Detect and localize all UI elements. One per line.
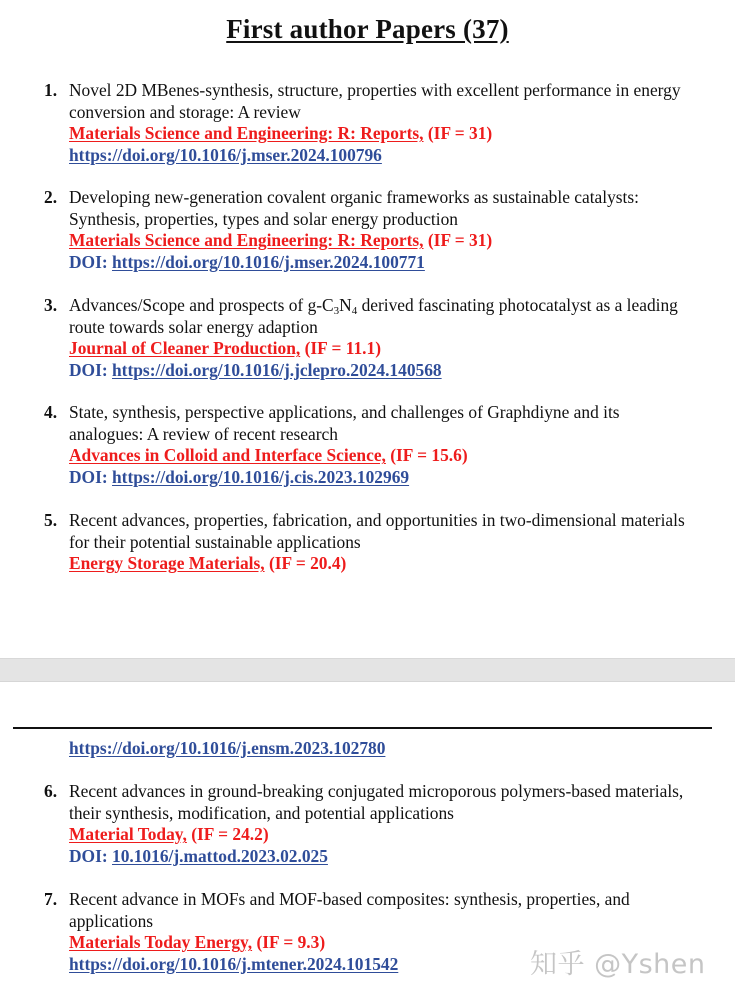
paper-title: Novel 2D MBenes-synthesis, structure, properties with excellent performance in energy conversion and storage: A review xyxy=(69,80,681,122)
doi-link[interactable]: https://doi.org/10.1016/j.cis.2023.102969 xyxy=(112,466,410,487)
doi-link[interactable]: https://doi.org/10.1016/j.mser.2024.100796 xyxy=(69,144,382,165)
paper-title: State, synthesis, perspective applications, and challenges of Graphdiyne and its analogues: A review of recent research xyxy=(69,402,620,444)
paper-entry-5 xyxy=(44,510,694,575)
impact-factor: (IF = 20.4) xyxy=(264,553,347,573)
journal-link[interactable]: Energy Storage Materials, xyxy=(69,553,265,573)
doi-line xyxy=(69,360,694,382)
journal-link[interactable]: Advances in Colloid and Interface Science, xyxy=(69,445,386,465)
doi-link[interactable]: https://doi.org/10.1016/j.jclepro.2024.140568 xyxy=(112,359,442,380)
impact-factor: (IF = 11.1) xyxy=(300,338,381,358)
impact-factor: (IF = 15.6) xyxy=(385,445,468,465)
doi-prefix: DOI: xyxy=(69,251,112,272)
doi-line xyxy=(69,738,694,760)
journal-line xyxy=(69,123,694,145)
doi-prefix: DOI: xyxy=(69,359,112,380)
doi-link[interactable]: https://doi.org/10.1016/j.mtener.2024.101542 xyxy=(69,953,399,974)
doi-line xyxy=(69,846,694,868)
paper-title: Recent advances in ground-breaking conjugated microporous polymers-based materials, their synthesis, modification, and potential applications xyxy=(69,781,684,823)
page-break xyxy=(0,658,735,682)
doi-line xyxy=(69,252,694,274)
paper-entry-4 xyxy=(44,402,694,488)
impact-factor: (IF = 9.3) xyxy=(252,932,326,952)
journal-line xyxy=(69,230,694,252)
paper-entry-2 xyxy=(44,187,694,273)
doi-link[interactable]: https://doi.org/10.1016/j.ensm.2023.102780 xyxy=(69,738,386,758)
paper-number: 7. xyxy=(44,889,58,909)
doi-line xyxy=(69,145,694,167)
doi-link[interactable]: https://doi.org/10.1016/j.mser.2024.100771 xyxy=(112,251,425,272)
page-title: First author Papers (37) xyxy=(226,14,509,44)
journal-line xyxy=(69,338,694,360)
journal-line xyxy=(69,824,694,846)
paper-number: 5. xyxy=(44,510,58,530)
journal-line xyxy=(69,553,694,575)
paper-entry-6 xyxy=(44,781,694,867)
journal-link[interactable]: Materials Science and Engineering: R: Reports, xyxy=(69,230,424,250)
paper-title: Advances/Scope and prospects of $g-C_3N_4$ derived fascinating photocatalyst as a leading route towards solar energy adaption xyxy=(69,295,678,337)
paper-number: 1. xyxy=(44,80,58,100)
journal-link[interactable]: Materials Today Energy, xyxy=(69,932,253,952)
impact-factor: (IF = 31) xyxy=(423,123,493,143)
paper-entry-3 xyxy=(44,295,694,381)
watermark: 知乎 @Yshen xyxy=(530,949,706,980)
paper-number: 2. xyxy=(44,187,58,207)
paper-number: 6. xyxy=(44,781,58,801)
paper-title: Developing new-generation covalent organic frameworks as sustainable catalysts: Synthesis, properties, types and solar energy production xyxy=(69,187,639,229)
journal-link[interactable]: Materials Science and Engineering: R: Reports, xyxy=(69,123,424,143)
journal-link[interactable]: Material Today, xyxy=(69,824,187,844)
doi-prefix: DOI: xyxy=(69,466,112,487)
journal-line xyxy=(69,445,694,467)
paper-title: Recent advance in MOFs and MOF-based composites: synthesis, properties, and applications xyxy=(69,889,630,931)
paper-number: 4. xyxy=(44,402,58,422)
doi-link[interactable]: 10.1016/j.mattod.2023.02.025 xyxy=(112,845,328,866)
paper-number: 3. xyxy=(44,295,58,315)
doi-prefix: DOI: xyxy=(69,845,112,866)
impact-factor: (IF = 24.2) xyxy=(186,824,269,844)
horizontal-rule xyxy=(13,727,712,729)
journal-link[interactable]: Journal of Cleaner Production, xyxy=(69,338,301,358)
doi-line xyxy=(69,467,694,489)
impact-factor: (IF = 31) xyxy=(423,230,493,250)
paper-entry-1 xyxy=(44,80,694,166)
paper-entry-5-doi xyxy=(44,738,694,760)
paper-title: Recent advances, properties, fabrication, and opportunities in two-dimensional materials for their potential sustainable applications xyxy=(69,510,685,552)
